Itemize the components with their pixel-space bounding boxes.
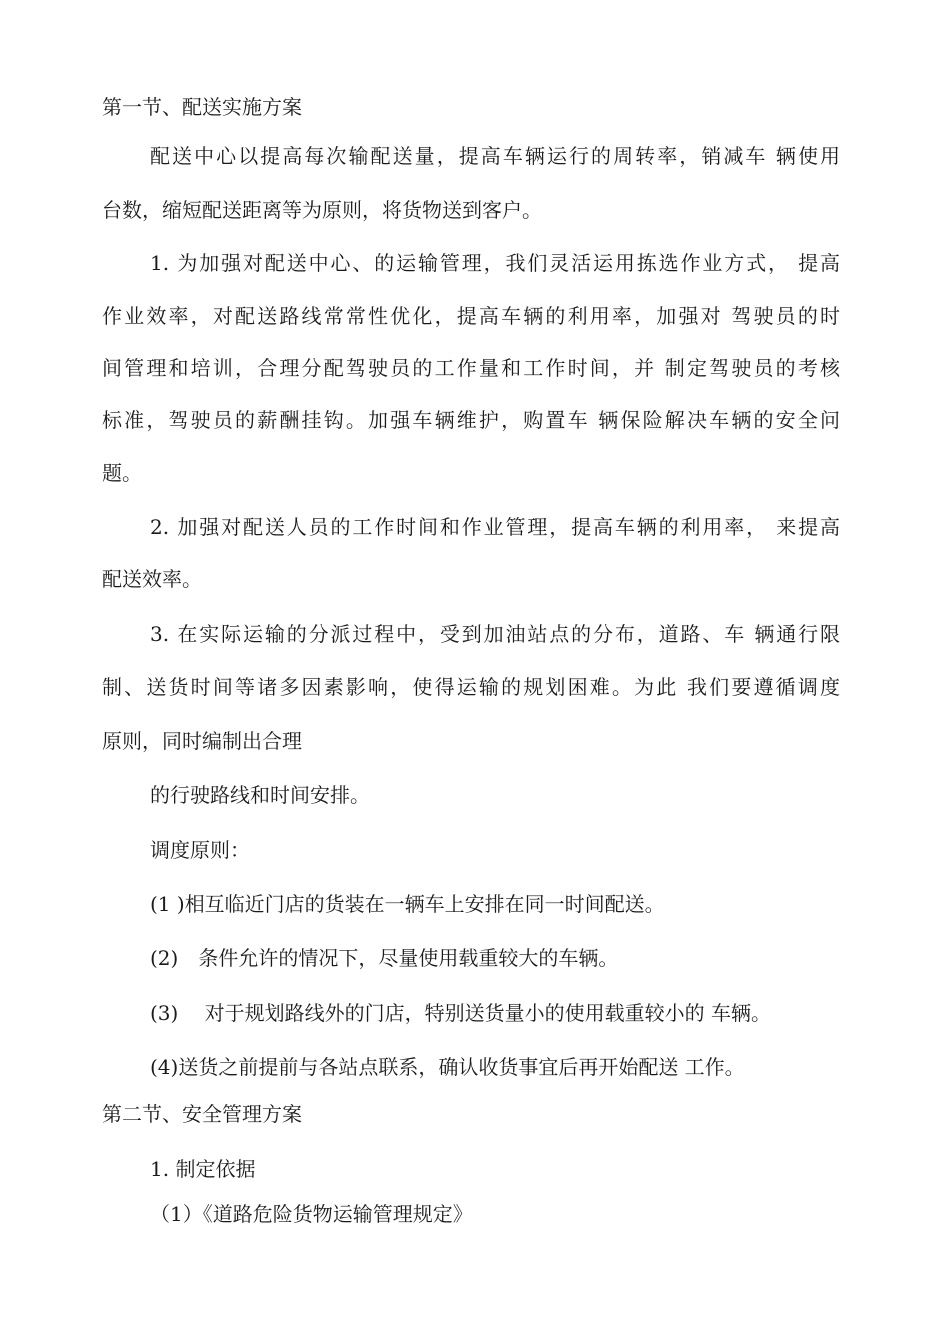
- item2-line-1: 2. 加强对配送人员的工作时间和作业管理，提高车辆的利用率， 来提高: [150, 515, 840, 539]
- item1-line-1: 1. 为加强对配送中心、的运输管理，我们灵活运用拣选作业方式， 提高: [150, 251, 840, 275]
- section2-ref1: （1）《道路危险货物运输管理规定》: [150, 1202, 473, 1226]
- item1-line-2: 作业效率，对配送路线常常性优化，提高车辆的利用率，加强对 驾驶员的时: [102, 304, 840, 328]
- principle-3: (3) 对于规划路线外的门店，特别送货量小的使用载重较小的 车辆。: [150, 1001, 772, 1025]
- section2-heading: 第二节、安全管理方案: [102, 1102, 302, 1126]
- intro-line-1: 配送中心以提高每次输配送量，提高车辆运行的周转率，销减车 辆使用: [150, 144, 840, 168]
- section1-heading: 第一节、配送实施方案: [102, 95, 302, 119]
- item3-line-1: 3. 在实际运输的分派过程中，受到加油站点的分布，道路、车 辆通行限: [150, 622, 840, 646]
- item3-line-4: 的行驶路线和时间安排。: [150, 783, 370, 807]
- item3-line-3: 原则，同时编制出合理: [102, 729, 302, 753]
- principle-1: (1 )相互临近门店的货装在一辆车上安排在同一时间配送。: [150, 892, 665, 916]
- principle-2: (2) 条件允许的情况下，尽量使用载重较大的车辆。: [150, 946, 619, 970]
- principles-title: 调度原则：: [150, 838, 250, 862]
- section2-sub1: 1. 制定依据: [150, 1157, 256, 1181]
- item1-line-3: 间管理和培训，合理分配驾驶员的工作量和工作时间，并 制定驾驶员的考核: [102, 356, 840, 380]
- item1-line-5: 题。: [102, 461, 142, 485]
- item1-line-4: 标准，驾驶员的薪酬挂钩。加强车辆维护，购置车 辆保险解决车辆的安全问: [102, 408, 840, 432]
- principle-4: (4)送货之前提前与各站点联系，确认收货事宜后再开始配送 工作。: [150, 1055, 745, 1079]
- intro-line-2: 台数，缩短配送距离等为原则，将货物送到客户。: [102, 198, 542, 222]
- item2-line-2: 配送效率。: [102, 567, 202, 591]
- item3-line-2: 制、送货时间等诸多因素影响，使得运输的规划困难。为此 我们要遵循调度: [102, 675, 840, 699]
